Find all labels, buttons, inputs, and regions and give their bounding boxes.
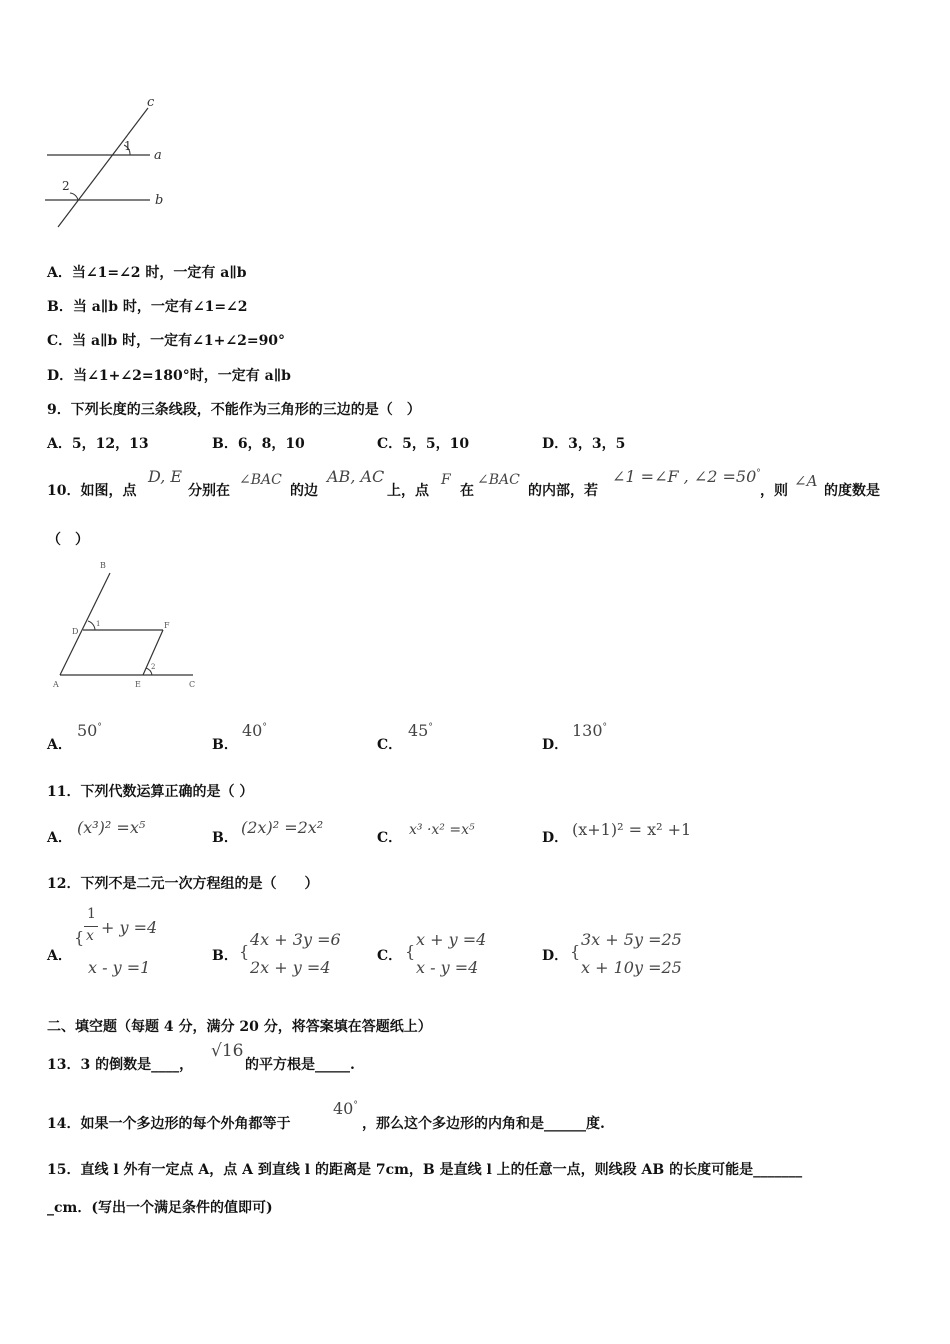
angle-1-label: 1 [124, 139, 132, 153]
transversal-c [58, 108, 148, 227]
q12-option-a-denominator: x [86, 928, 94, 944]
q12-option-b-brace: { [239, 942, 250, 961]
q12-stem: 12．下列不是二元一次方程组的是（ ） [47, 876, 319, 892]
q10-option-a-number: 50 [77, 721, 98, 740]
q14-text-1: 14．如果一个多边形的每个外角都等于 [47, 1116, 291, 1132]
label-b: b [155, 193, 164, 208]
angle-1-arc [88, 621, 95, 630]
q13-sqrt16: √16 [211, 1041, 244, 1061]
degree-mark: ° [262, 722, 267, 733]
degree-mark: ° [602, 722, 608, 733]
q12-option-a-line2: x - y =1 [88, 958, 151, 977]
angle-2-arc [70, 193, 78, 200]
degree-mark: ° [756, 468, 761, 479]
q9-option-c: C．5，5，10 [377, 436, 470, 452]
q10-math-bac-2: ∠BAC [477, 472, 520, 488]
q11-option-d-letter: D． [542, 830, 569, 846]
q11-option-a-letter: A． [47, 830, 72, 846]
q11-option-a-expr: (x³)² =x⁵ [77, 818, 146, 837]
q10-math-a: ∠A [794, 472, 818, 490]
q12-option-d-line2: x + 10y =25 [581, 958, 682, 977]
q11-stem: 11．下列代数运算正确的是（ ） [47, 784, 254, 800]
q11-option-c-expr: x³ ·x² =x⁵ [409, 822, 475, 838]
q10-condition-expr: ∠1 =∠F , ∠2 =50 [612, 467, 757, 486]
q10-math-bac-1: ∠BAC [239, 472, 282, 488]
parallel-lines-figure [40, 92, 180, 237]
q10-text-4: 上，点 [387, 483, 429, 499]
q13-text-1: 13．3 的倒数是____， [47, 1057, 194, 1073]
q12-option-a-numerator: 1 [87, 906, 96, 922]
q12-option-d-line1: 3x + 5y =25 [581, 930, 682, 949]
q12-option-b-letter: B． [212, 948, 238, 964]
q10-math-ab-ac: AB, AC [327, 467, 385, 486]
ray-ab [60, 573, 110, 675]
degree-mark: ° [428, 722, 433, 733]
q15-line-1: 15．直线 l 外有一定点 A，点 A 到直线 l 的距离是 7cm，B 是直线 l 上的任意一点，则线段 AB 的长度可能是_______ [47, 1162, 803, 1178]
q12-option-b-line1: 4x + 3y =6 [250, 930, 341, 949]
q12-option-b-line2: 2x + y =4 [250, 958, 331, 977]
q12-option-a-line1: + y =4 [101, 918, 158, 937]
q15-line-2: _cm．(写出一个满足条件的值即可) [47, 1200, 273, 1216]
q10-text-7: ，则 [760, 483, 788, 499]
q10-answer-paren: （ ） [47, 532, 89, 548]
q10-option-d-value [572, 721, 607, 740]
q10-math-condition [612, 467, 761, 486]
q11-option-b-letter: B． [212, 830, 238, 846]
q11-option-c-letter: C． [377, 830, 403, 846]
fraction-bar [84, 926, 98, 927]
label-c: c [147, 95, 155, 110]
q12-option-c-line2: x - y =4 [416, 958, 479, 977]
q9-stem: 9．下列长度的三条线段，不能作为三角形的三边的是（ ） [47, 402, 421, 418]
q10-math-de: D, E [148, 467, 183, 486]
label-D: D [72, 627, 79, 636]
q10-text-6: 的内部，若 [528, 483, 598, 499]
q12-option-c-line1: x + y =4 [416, 930, 487, 949]
q9-option-d: D．3，3，5 [542, 436, 626, 452]
q10-option-c-value [408, 721, 433, 740]
q12-option-a-brace: { [74, 928, 85, 947]
section-2-heading: 二、填空题（每题 4 分，满分 20 分，将答案填在答题纸上） [47, 1019, 432, 1035]
angle-bac-figure [48, 558, 208, 693]
q10-option-c-number: 45 [408, 721, 429, 740]
q10-option-b-number: 40 [242, 721, 263, 740]
q8-option-a: A．当∠1=∠2 时，一定有 a∥b [47, 265, 247, 281]
q12-option-a-letter: A． [47, 948, 72, 964]
q14-angle [333, 1099, 358, 1118]
q11-option-b-expr: (2x)² =2x² [241, 818, 324, 837]
q10-text-1: 10．如图，点 [47, 483, 137, 499]
q10-option-a-value [77, 721, 102, 740]
label-a: a [154, 148, 162, 163]
q10-option-b-letter: B． [212, 737, 238, 753]
label-C: C [189, 680, 196, 689]
q10-option-d-letter: D． [542, 737, 569, 753]
angle-2-label: 2 [62, 179, 70, 193]
q12-option-d-letter: D． [542, 948, 569, 964]
q10-option-d-number: 130 [572, 721, 603, 740]
q10-option-b-value [242, 721, 267, 740]
q11-option-d-expr: (x+1)² = x² +1 [572, 820, 692, 839]
q8-option-d: D．当∠1+∠2=180°时，一定有 a∥b [47, 368, 291, 384]
label-angle-1: 1 [96, 620, 101, 628]
label-B: B [100, 561, 106, 570]
q10-text-5: 在 [460, 483, 474, 499]
degree-mark: ° [353, 1100, 358, 1111]
q9-option-b: B．6，8，10 [212, 436, 305, 452]
q12-option-d-brace: { [570, 942, 581, 961]
q13-text-2: 的平方根是_____. [245, 1057, 355, 1073]
degree-mark: ° [97, 722, 102, 733]
q10-option-a-letter: A． [47, 737, 72, 753]
q8-option-c: C．当 a∥b 时，一定有∠1+∠2=90° [47, 333, 286, 349]
q12-option-c-letter: C． [377, 948, 403, 964]
q10-text-3: 的边 [290, 483, 318, 499]
q9-option-a: A．5，12，13 [47, 436, 149, 452]
q14-angle-number: 40 [333, 1099, 354, 1118]
q8-option-b: B．当 a∥b 时，一定有∠1=∠2 [47, 299, 248, 315]
label-A: A [53, 680, 59, 689]
q10-math-f: F [441, 472, 451, 488]
q14-text-2: ，那么这个多边形的内角和是______度. [362, 1116, 605, 1132]
q12-option-c-brace: { [405, 942, 416, 961]
q10-text-2: 分别在 [188, 483, 230, 499]
label-E: E [135, 680, 141, 689]
label-F: F [164, 621, 170, 630]
q10-text-8: 的度数是 [824, 483, 880, 499]
label-angle-2: 2 [151, 663, 156, 671]
q10-option-c-letter: C． [377, 737, 403, 753]
